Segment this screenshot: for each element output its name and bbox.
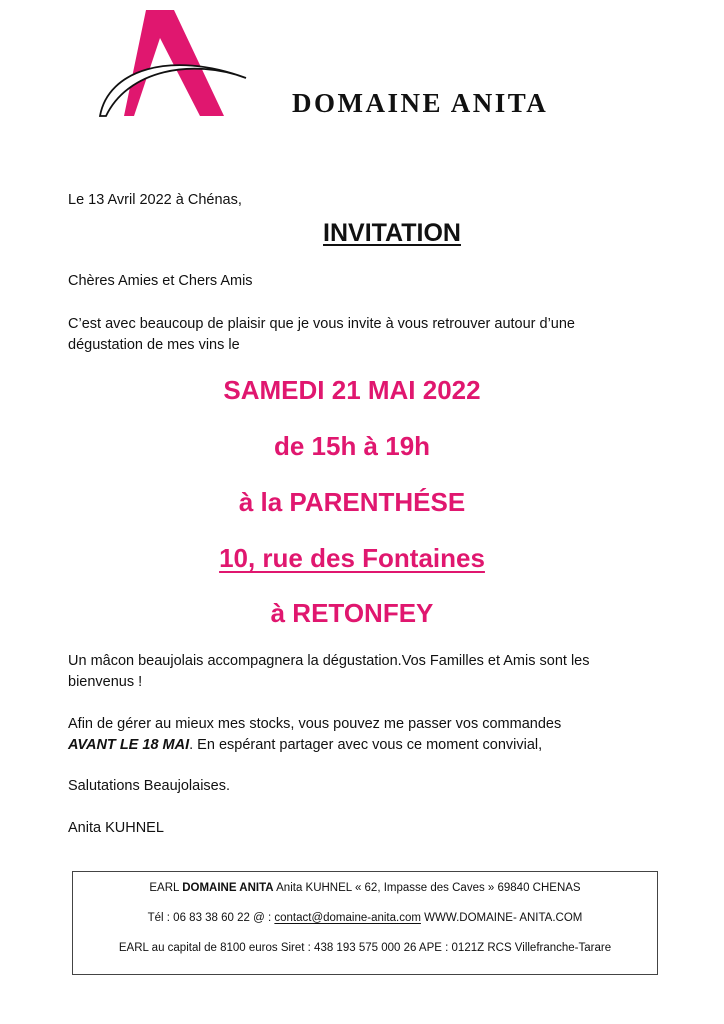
body-line-1b: bienvenus ! bbox=[68, 674, 143, 690]
intro-line-1: C’est avec beaucoup de plaisir que je vous invite à vous retrouver autour d’une bbox=[68, 316, 575, 332]
footer-brand: DOMAINE ANITA bbox=[182, 882, 274, 894]
event-city: à RETONFEY bbox=[270, 598, 434, 628]
footer-earl: EARL bbox=[149, 882, 183, 894]
event-date: SAMEDI 21 MAI 2022 bbox=[223, 375, 481, 405]
footer-email-link[interactable]: contact@domaine-anita.com bbox=[274, 912, 421, 924]
body-line-1a: Un mâcon beaujolais accompagnera la dégustation.Vos Familles et Amis sont les bbox=[68, 653, 590, 669]
event-address: 10, rue des Fontaines bbox=[219, 543, 485, 573]
footer-phone: Tél : 06 83 38 60 22 @ : bbox=[147, 912, 275, 924]
footer-website: WWW.DOMAINE- ANITA.COM bbox=[420, 912, 583, 924]
footer-line-3: EARL au capital de 8100 euros Siret : 438 193 575 000 26 APE : 0121Z RCS Villefranche-Tarare bbox=[118, 942, 612, 954]
footer-line-1 bbox=[73, 882, 657, 894]
body-line-2b-rest: . En espérant partager avec vous ce moment convivial, bbox=[189, 737, 543, 753]
order-deadline: AVANT LE 18 MAI bbox=[68, 737, 190, 753]
event-address-wrap bbox=[0, 543, 704, 574]
date-line: Le 13 Avril 2022 à Chénas, bbox=[68, 192, 242, 208]
domaine-anita-logo bbox=[96, 8, 256, 120]
body-line-2a: Afin de gérer au mieux mes stocks, vous pouvez me passer vos commandes bbox=[68, 716, 562, 732]
footer-box bbox=[72, 871, 658, 975]
event-time: de 15h à 19h bbox=[273, 431, 431, 461]
body-line-2b bbox=[68, 735, 658, 756]
event-place: à la PARENTHÉSE bbox=[238, 487, 466, 517]
footer-line-2 bbox=[73, 912, 657, 924]
signature: Anita KUHNEL bbox=[68, 820, 164, 836]
logo-swoosh bbox=[100, 65, 246, 116]
intro-line-2: dégustation de mes vins le bbox=[68, 337, 240, 353]
salutation: Chères Amies et Chers Amis bbox=[68, 273, 253, 289]
logo-a-shape bbox=[124, 10, 224, 116]
footer-address: Anita KUHNEL « 62, Impasse des Caves » 69840 CHENAS bbox=[273, 882, 581, 894]
invitation-title: INVITATION bbox=[323, 219, 461, 247]
closing: Salutations Beaujolaises. bbox=[68, 778, 231, 794]
brand-name: DOMAINE ANITA bbox=[292, 88, 549, 118]
